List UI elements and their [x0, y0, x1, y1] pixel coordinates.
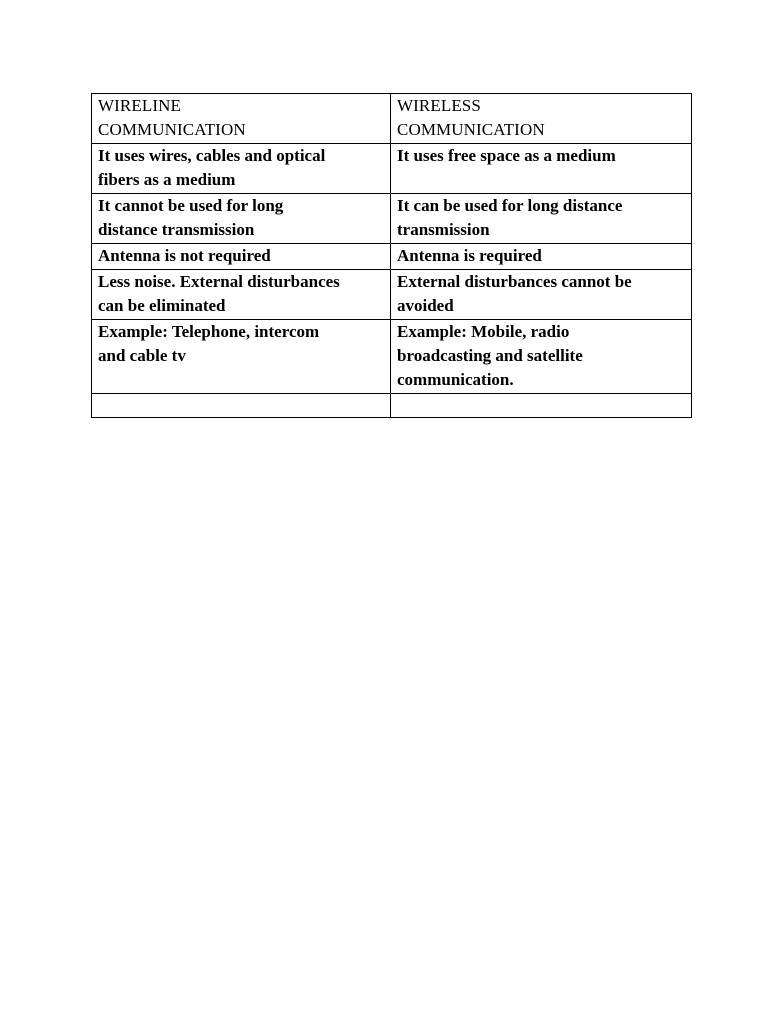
table-cell-wireline: It uses wires, cables and optical fibers as a medium [92, 144, 391, 194]
table-cell-wireless: It can be used for long distance transmission [391, 194, 692, 244]
table-row-empty [92, 394, 692, 418]
header-wireline: WIRELINE COMMUNICATION [92, 94, 391, 144]
table-cell-wireless: External disturbances cannot be avoided [391, 270, 692, 320]
table-header-row [92, 94, 692, 144]
table-cell-empty [92, 394, 391, 418]
table-cell-wireline: Less noise. External disturbances can be eliminated [92, 270, 391, 320]
table-row [92, 244, 692, 270]
table-row [92, 194, 692, 244]
table-cell-wireless: Example: Mobile, radio broadcasting and satellite communication. [391, 320, 692, 394]
table-cell-wireline: It cannot be used for long distance transmission [92, 194, 391, 244]
table-row [92, 320, 692, 394]
comparison-table [91, 93, 692, 418]
table-cell-empty [391, 394, 692, 418]
table-cell-wireline: Example: Telephone, intercom and cable tv [92, 320, 391, 394]
table-cell-wireless: Antenna is required [391, 244, 692, 270]
table-row [92, 144, 692, 194]
table-cell-wireless: It uses free space as a medium [391, 144, 692, 194]
table-cell-wireline: Antenna is not required [92, 244, 391, 270]
header-wireless: WIRELESS COMMUNICATION [391, 94, 692, 144]
table-row [92, 270, 692, 320]
